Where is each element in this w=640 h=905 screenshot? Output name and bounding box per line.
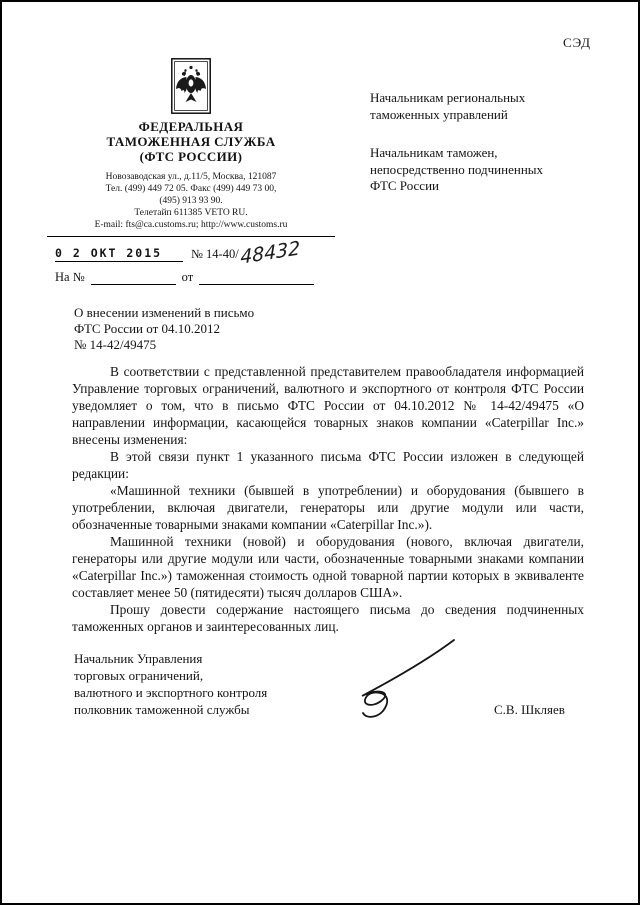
org-address	[47, 171, 335, 231]
sed-label: СЭД	[563, 35, 592, 50]
incoming-number-blank	[91, 272, 176, 285]
signatory-title-line: торговых ограничений,	[74, 668, 204, 683]
date-stamp: 0 2 ОКТ 2015	[55, 246, 183, 262]
outgoing-reference-row	[47, 237, 335, 269]
org-name-line1: ФЕДЕРАЛЬНАЯ	[138, 119, 244, 134]
outgoing-number-prefix: № 14-40/	[191, 247, 239, 261]
body-paragraph: В этой связи пункт 1 указанного письма ФТС России изложен в следующей редакции:	[72, 449, 584, 481]
addressee-2-line: непосредственно подчиненных	[370, 161, 544, 177]
address-line: E-mail: fts@ca.customs.ru; http://www.customs.ru	[94, 220, 288, 230]
incoming-reference-row	[47, 270, 335, 285]
signatory-title-line: Начальник Управления	[74, 651, 203, 666]
org-name-line3: (ФТС РОССИИ)	[139, 149, 243, 164]
ot-label: от	[181, 270, 194, 284]
address-line: Телетайп 611385 VETO RU.	[134, 208, 248, 218]
body-paragraph: В соответствии с представленной представителем правообладателя информацией Управление торговых ограничений, валютного и экспортного от контроля ФТС России уведомляет о том, что в письмо ФТС России от 04.10.2012 № 14-42/49475 «О направлении информации, касающейся товарных знаков компании «Caterpillar Inc.» внесены изменения:	[72, 364, 584, 447]
org-name-line2: ТАМОЖЕННАЯ СЛУЖБА	[106, 134, 276, 149]
signatory-name: С.В. Шкляев	[494, 702, 565, 717]
letterhead-divider	[47, 236, 335, 237]
addressee-2-line: Начальникам таможен,	[370, 145, 498, 160]
addressee-2	[370, 145, 585, 195]
subject-line: О внесении изменений в письмо	[74, 305, 255, 320]
signatory-title-line: валютного и экспортного контроля	[74, 685, 268, 700]
address-line: (495) 913 93 90.	[159, 196, 223, 206]
body-paragraph: Машинной техники (новой) и оборудования (нового, включая двигатели, генераторы или другие модули или части, обозначенные товарными знаками компании «Caterpillar Inc.») таможенная стоимость одной товарной партии которых в эквиваленте составляет менее 50 (пятидесяти) тысяч долларов США».	[72, 534, 584, 600]
addressee-1-line: таможенных управлений	[370, 106, 508, 122]
body-paragraph: «Машинной техники (бывшей в употреблении) и оборудования (бывшего в употреблении, включая двигатели, генераторы или другие модули или части, обозначенные товарными знаками компании «Caterpillar Inc.»).	[72, 483, 584, 532]
addressee-1-line: Начальникам региональных	[370, 90, 526, 105]
letterhead	[47, 58, 335, 285]
handwritten-number: 48432	[239, 237, 300, 269]
incoming-date-blank	[199, 272, 314, 285]
handwritten-signature-icon	[332, 634, 467, 744]
address-line: Тел. (499) 449 72 05. Факс (499) 449 73 00,	[105, 184, 277, 194]
address-line: Новозаводская ул., д.11/5, Москва, 121087	[105, 172, 277, 182]
subject-line: № 14-42/49475	[74, 337, 157, 352]
signatory-title	[74, 650, 267, 718]
signatory-title-line: полковник таможенной службы	[74, 702, 250, 717]
subject-block	[74, 305, 324, 353]
addressee-2-line: ФТС России	[370, 178, 439, 193]
na-label: На №	[55, 270, 85, 284]
addressee-block	[370, 90, 585, 195]
letter-body	[72, 363, 584, 635]
coat-of-arms-icon	[171, 58, 211, 114]
body-paragraph: Прошу довести содержание настоящего письма до сведения подчиненных таможенных органов и заинтересованных лиц.	[72, 602, 584, 634]
subject-line: ФТС России от 04.10.2012	[74, 321, 221, 336]
